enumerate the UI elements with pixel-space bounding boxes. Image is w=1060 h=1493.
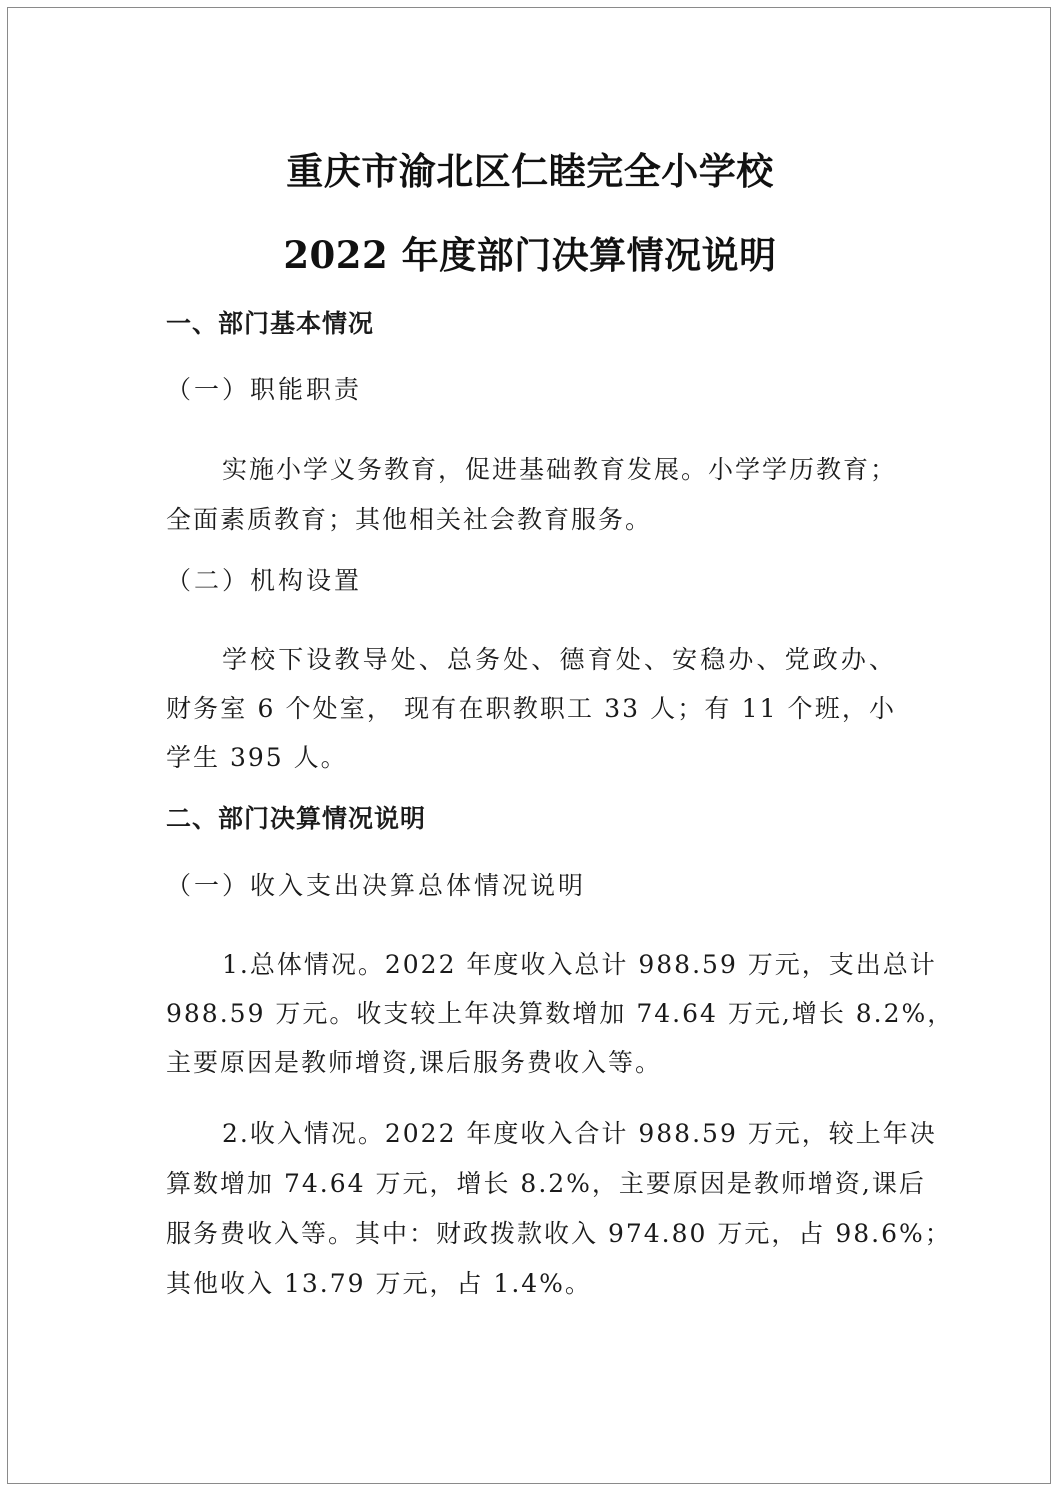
section-heading-final-accounts: 二、部门决算情况说明 [166, 804, 427, 833]
paragraph-line: 算数增加 74.64 万元，增长 8.2%，主要原因是教师增资,课后 [166, 1169, 926, 1198]
subsection-heading-income-expense: （一）收入支出决算总体情况说明 [166, 871, 587, 900]
paragraph-line: 其他收入 13.79 万元，占 1.4%。 [166, 1269, 592, 1298]
paragraph-line: 服务费收入等。其中：财政拨款收入 974.80 万元，占 98.6%； [166, 1219, 952, 1248]
paragraph-line: 实施小学义务教育，促进基础教育发展。小学学历教育； [222, 455, 898, 484]
paragraph-line: 财务室 6 个处室， 现有在职教职工 33 人；有 11 个班，小 [166, 694, 896, 723]
paragraph-line: 1.总体情况。2022 年度收入总计 988.59 万元，支出总计 [222, 950, 937, 979]
paragraph-line: 学生 395 人。 [166, 743, 348, 772]
paragraph-line: 2.收入情况。2022 年度收入合计 988.59 万元，较上年决 [222, 1119, 937, 1148]
section-heading-basic-info: 一、部门基本情况 [166, 309, 375, 338]
paragraph-line: 988.59 万元。收支较上年决算数增加 74.64 万元,增长 8.2%， [166, 999, 955, 1028]
paragraph-line: 主要原因是教师增资,课后服务费收入等。 [166, 1048, 662, 1077]
paragraph-line: 学校下设教导处、总务处、德育处、安稳办、党政办、 [222, 645, 896, 674]
subsection-heading-organization: （二）机构设置 [166, 566, 363, 595]
document-title-line1: 重庆市渝北区仁睦完全小学校 [286, 149, 774, 193]
document-title-line2: 2022 年度部门决算情况说明 [283, 233, 777, 277]
subsection-heading-functions: （一）职能职责 [166, 375, 363, 404]
paragraph-line: 全面素质教育；其他相关社会教育服务。 [166, 505, 653, 534]
document-page [7, 7, 1051, 1484]
